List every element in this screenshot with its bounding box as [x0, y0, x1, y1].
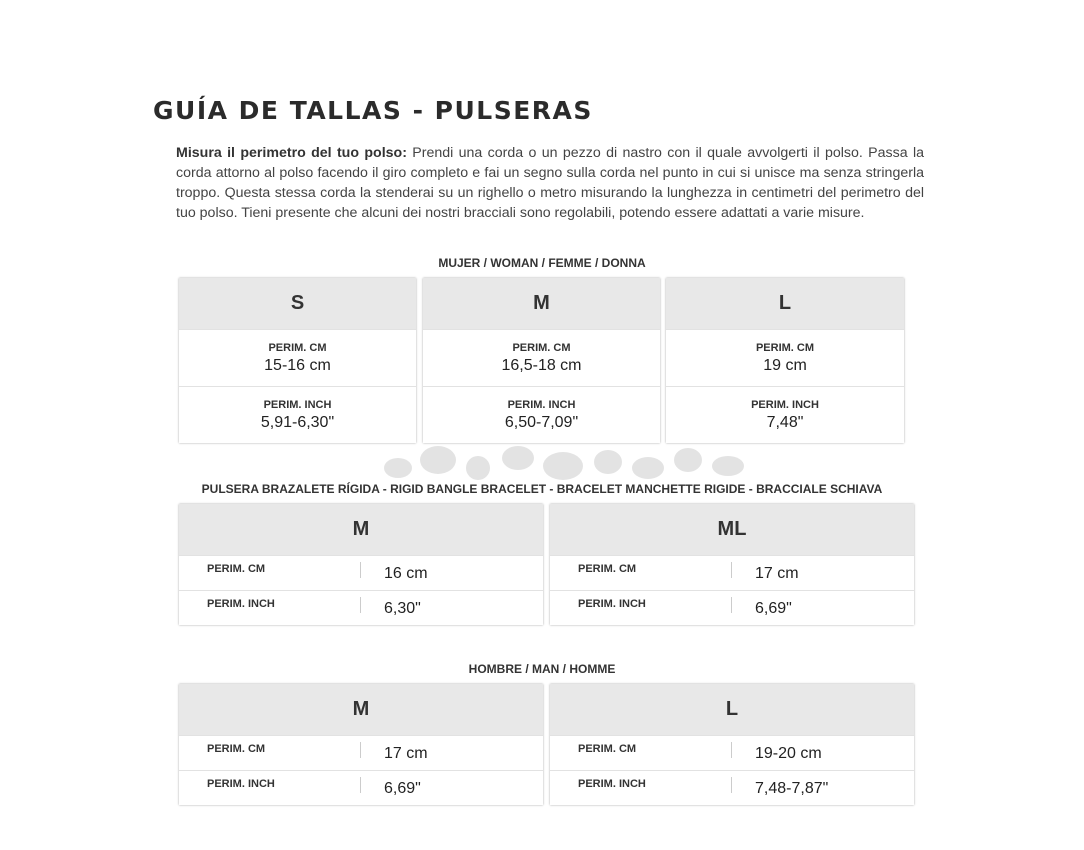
cm-value: 17 cm — [384, 745, 428, 762]
cm-label: PERIM. CM — [578, 563, 637, 575]
column-divider — [731, 562, 732, 578]
inch-row — [550, 770, 914, 805]
column-divider — [731, 742, 732, 758]
cm-row — [666, 329, 904, 386]
inch-value: 5,91-6,30" — [260, 414, 335, 431]
women-size-s-card — [179, 278, 416, 443]
cm-value: 16 cm — [384, 565, 428, 582]
page-title: GUÍA DE TALLAS - PULSERAS — [153, 96, 593, 125]
cm-row — [179, 555, 543, 590]
men-size-l-card — [550, 684, 914, 805]
cm-row — [179, 329, 416, 386]
cm-row — [179, 735, 543, 770]
cm-row — [423, 329, 660, 386]
inch-value: 7,48-7,87" — [755, 780, 829, 797]
inch-label: PERIM. INCH — [578, 598, 646, 610]
inch-value: 6,50-7,09" — [504, 414, 579, 431]
women-size-m-card — [423, 278, 660, 443]
inch-value: 6,69" — [755, 600, 792, 617]
cm-row — [550, 735, 914, 770]
inch-label: PERIM. INCH — [263, 399, 332, 411]
bangle-size-m-card — [179, 504, 543, 625]
cm-value: 16,5-18 cm — [501, 357, 582, 374]
inch-row — [179, 386, 416, 443]
cm-label: PERIM. CM — [512, 342, 571, 354]
size-label: M — [179, 684, 543, 735]
column-divider — [360, 562, 361, 578]
intro-lead: Misura il perimetro del tuo polso: — [176, 145, 407, 161]
inch-row — [179, 770, 543, 805]
cm-row — [550, 555, 914, 590]
bangle-section-title: PULSERA BRAZALETE RÍGIDA - RIGID BANGLE BRACELET - BRACELET MANCHETTE RIGIDE - BRACCIALE SCHIAVA — [201, 482, 883, 496]
cm-label: PERIM. CM — [207, 563, 266, 575]
inch-row — [550, 590, 914, 625]
inch-label: PERIM. INCH — [507, 399, 576, 411]
column-divider — [360, 742, 361, 758]
bracelet-watermark-image — [378, 438, 758, 488]
column-divider — [731, 777, 732, 793]
inch-label: PERIM. INCH — [207, 598, 275, 610]
cm-label: PERIM. CM — [207, 743, 266, 755]
inch-row — [423, 386, 660, 443]
cm-value: 17 cm — [755, 565, 799, 582]
cm-value: 19 cm — [763, 357, 807, 374]
inch-label: PERIM. INCH — [751, 399, 819, 411]
intro-text: Prendi una corda o un pezzo di nastro con il quale avvolgerti il polso. Passa la corda attorno al polso facendo il giro completo e fai un segno sulla corda nel punto in cui si unisce ma senza stringerla troppo. Questa stessa corda la stenderai su un righello o metro misurando la lunghezza in centimetri del perimetro del tuo polso. Tieni presente che alcuni dei nostri bracciali sono regolabili, potendo essere adattati a varie misure. — [176, 145, 925, 221]
intro-paragraph — [176, 143, 924, 223]
cm-label: PERIM. CM — [755, 342, 815, 354]
bangle-size-ml-card — [550, 504, 914, 625]
cm-value: 15-16 cm — [264, 357, 331, 374]
size-label: S — [179, 278, 416, 329]
inch-label: PERIM. INCH — [207, 778, 275, 790]
cm-label: PERIM. CM — [268, 342, 327, 354]
women-section-title: MUJER / WOMAN / FEMME / DONNA — [438, 256, 646, 270]
inch-value: 6,30" — [384, 600, 421, 617]
inch-value: 6,69" — [384, 780, 421, 797]
size-label: L — [666, 278, 904, 329]
inch-row — [666, 386, 904, 443]
size-label: M — [179, 504, 543, 555]
inch-label: PERIM. INCH — [578, 778, 646, 790]
column-divider — [360, 597, 361, 613]
women-size-l-card — [666, 278, 904, 443]
column-divider — [731, 597, 732, 613]
size-label: M — [423, 278, 660, 329]
cm-label: PERIM. CM — [578, 743, 637, 755]
cm-value: 19-20 cm — [755, 745, 822, 762]
size-label: ML — [550, 504, 914, 555]
men-section-title: HOMBRE / MAN / HOMME — [468, 662, 616, 676]
inch-value: 7,48" — [766, 414, 804, 431]
column-divider — [360, 777, 361, 793]
men-size-m-card — [179, 684, 543, 805]
size-label: L — [550, 684, 914, 735]
inch-row — [179, 590, 543, 625]
